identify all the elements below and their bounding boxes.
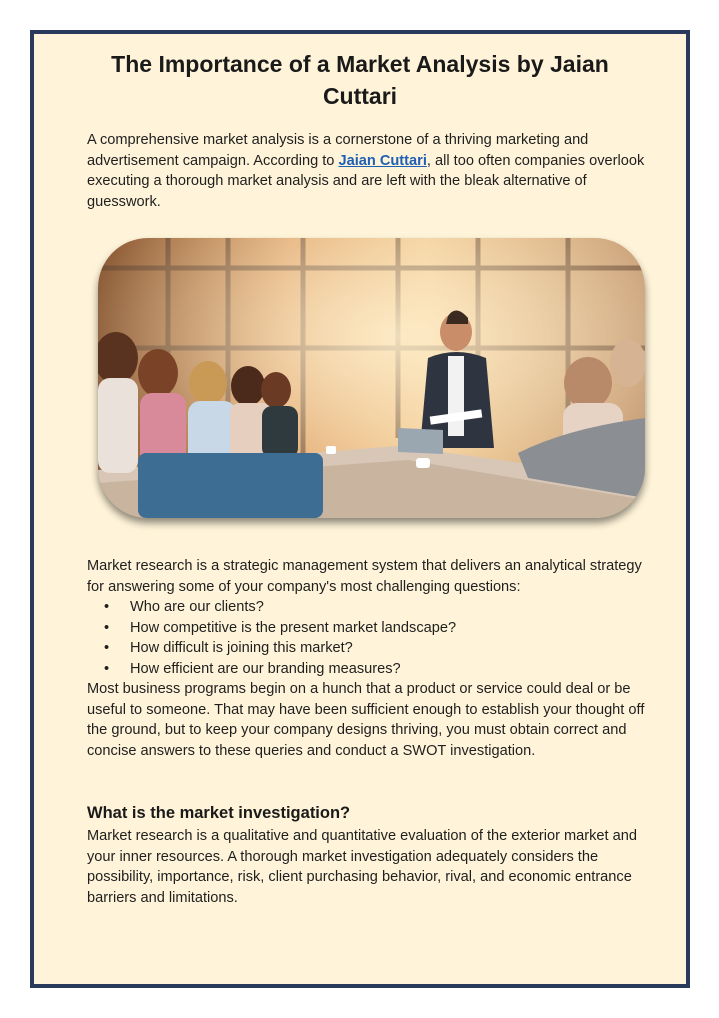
document-page	[30, 30, 690, 988]
list-item: • How efficient are our branding measures?	[87, 659, 647, 680]
business-meeting-photo	[98, 238, 645, 518]
intro-paragraph	[87, 130, 647, 212]
list-item: • Who are our clients?	[87, 597, 647, 618]
business-paragraph: Most business programs begin on a hunch that a product or service could deal or be useful to someone. That may have been sufficient enough to establish your thought off the ground, but to keep your company designs thriving, you must obtain correct and concise answers to these queries and conduct a SWOT investigation.	[87, 681, 645, 759]
research-intro: Market research is a strategic management system that delivers an analytical strategy for answering some of your company's most challenging questions:	[87, 558, 642, 595]
list-item: • How competitive is the present market landscape?	[87, 618, 647, 639]
questions-list	[87, 597, 647, 679]
page-title: The Importance of a Market Analysis by Jaian Cuttari	[111, 51, 609, 109]
intro-text-after-link: , all too often companies overlook executing a thorough market analysis and are left with the bleak alternative of guesswork.	[87, 152, 645, 210]
author-link[interactable]: Jaian Cuttari	[338, 152, 427, 169]
laptop	[398, 428, 443, 454]
coffee-cup	[416, 458, 430, 468]
intro-text-before-link: A comprehensive market analysis is a cornerstone of a thriving marketing and advertisement campaign. According to	[87, 132, 589, 169]
blue-chair	[138, 453, 323, 518]
list-item: • How difficult is joining this market?	[87, 638, 647, 659]
section-heading: What is the market investigation?	[87, 804, 351, 822]
section-paragraph: Market research is a qualitative and quantitative evaluation of the exterior market and your inner resources. A thorough market investigation adequately considers the possibility, importance, risk, client purchasing behavior, rival, and economic entrance barriers and limitations.	[87, 828, 638, 906]
